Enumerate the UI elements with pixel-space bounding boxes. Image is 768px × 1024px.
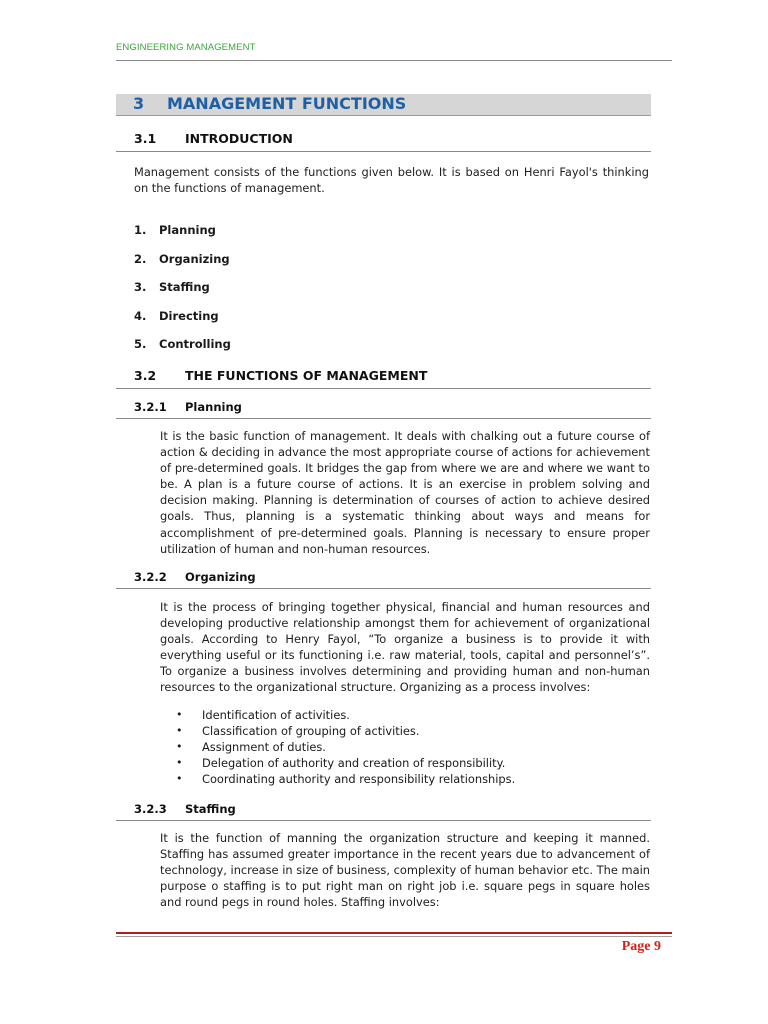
section-title: INTRODUCTION xyxy=(185,131,293,146)
chapter-number: 3 xyxy=(133,94,145,113)
list-item-label: Planning xyxy=(159,223,216,237)
bullet-text: Delegation of authority and creation of responsibility. xyxy=(202,756,506,770)
bullet-icon: • xyxy=(176,772,183,785)
subsection-heading-organizing xyxy=(116,570,651,589)
list-item-label: Controlling xyxy=(159,337,231,351)
list-item-number: 5. xyxy=(134,337,147,351)
section-title: THE FUNCTIONS OF MANAGEMENT xyxy=(185,368,428,383)
list-item-number: 3. xyxy=(134,280,147,294)
planning-paragraph: It is the basic function of management. It deals with chalking out a future course of action & deciding in advance the most appropriate course of actions for achievement of pre-determined goals. It bridges the gap from where we are and where we want to be. A plan is a future course of actions. It is an exercise in problem solving and decision making. Planning is determination of courses of action to achieve desired goals. Thus, planning is a systematic thinking about ways and means for accomplishment of pre-determined goals. Planning is necessary to ensure proper utilization of human and non-human resources. xyxy=(160,429,650,556)
bullet-text: Coordinating authority and responsibility relationships. xyxy=(202,772,516,786)
chapter-heading xyxy=(116,94,651,116)
intro-paragraph: Management consists of the functions given below. It is based on Henri Fayol's thinking on the functions of management. xyxy=(134,165,649,196)
bullet-text: Identification of activities. xyxy=(202,708,350,722)
list-item-number: 1. xyxy=(134,223,147,237)
bullet-icon: • xyxy=(176,756,183,769)
bullet-icon: • xyxy=(176,724,183,737)
running-header: ENGINEERING MANAGEMENT xyxy=(116,42,256,53)
page-number: Page 9 xyxy=(621,939,661,954)
list-item-label: Directing xyxy=(159,308,219,323)
subsection-heading-staffing xyxy=(116,802,651,821)
bullet-text: Classification of grouping of activities. xyxy=(202,724,420,738)
list-item-label: Staffing xyxy=(159,280,210,294)
section-heading-functions xyxy=(116,368,651,389)
section-number: 3.2 xyxy=(134,368,157,383)
bullet-icon: • xyxy=(176,708,183,721)
subsection-number: 3.2.3 xyxy=(134,802,167,816)
list-item-label: Organizing xyxy=(159,251,230,266)
footer-divider-red xyxy=(116,932,672,934)
subsection-number: 3.2.1 xyxy=(134,400,167,414)
chapter-title: MANAGEMENT FUNCTIONS xyxy=(167,94,407,113)
organizing-paragraph: It is the process of bringing together physical, financial and human resources and developing productive relationship amongst them for achievement of organizational goals. According to Henry Fayol, “To organize a business is to provide it with everything useful or its functioning i.e. raw material, tools, capital and personnel’s”. To organize a business involves determining and providing human and non-human resources to the organizational structure. Organizing as a process involves: xyxy=(160,600,650,695)
section-number: 3.1 xyxy=(134,131,157,146)
staffing-paragraph: It is the function of manning the organization structure and keeping it manned. Staffing has assumed greater importance in the recent years due to advancement of technology, increase in size of business, complexity of human behavior etc. The main purpose o staffing is to put right man on right job i.e. square pegs in square holes and round pegs in round holes. Staffing involves: xyxy=(160,831,650,910)
subsection-title: Staffing xyxy=(185,802,236,816)
bullet-text: Assignment of duties. xyxy=(202,740,326,754)
subsection-title: Planning xyxy=(185,400,242,414)
subsection-title: Organizing xyxy=(185,570,256,584)
subsection-number: 3.2.2 xyxy=(134,570,167,584)
list-item-number: 4. xyxy=(134,308,147,323)
bullet-icon: • xyxy=(176,740,183,753)
subsection-heading-planning xyxy=(116,400,651,419)
header-divider xyxy=(116,60,672,61)
section-heading-introduction xyxy=(116,131,651,152)
footer-divider-grey xyxy=(116,936,672,937)
list-item-number: 2. xyxy=(134,251,147,266)
